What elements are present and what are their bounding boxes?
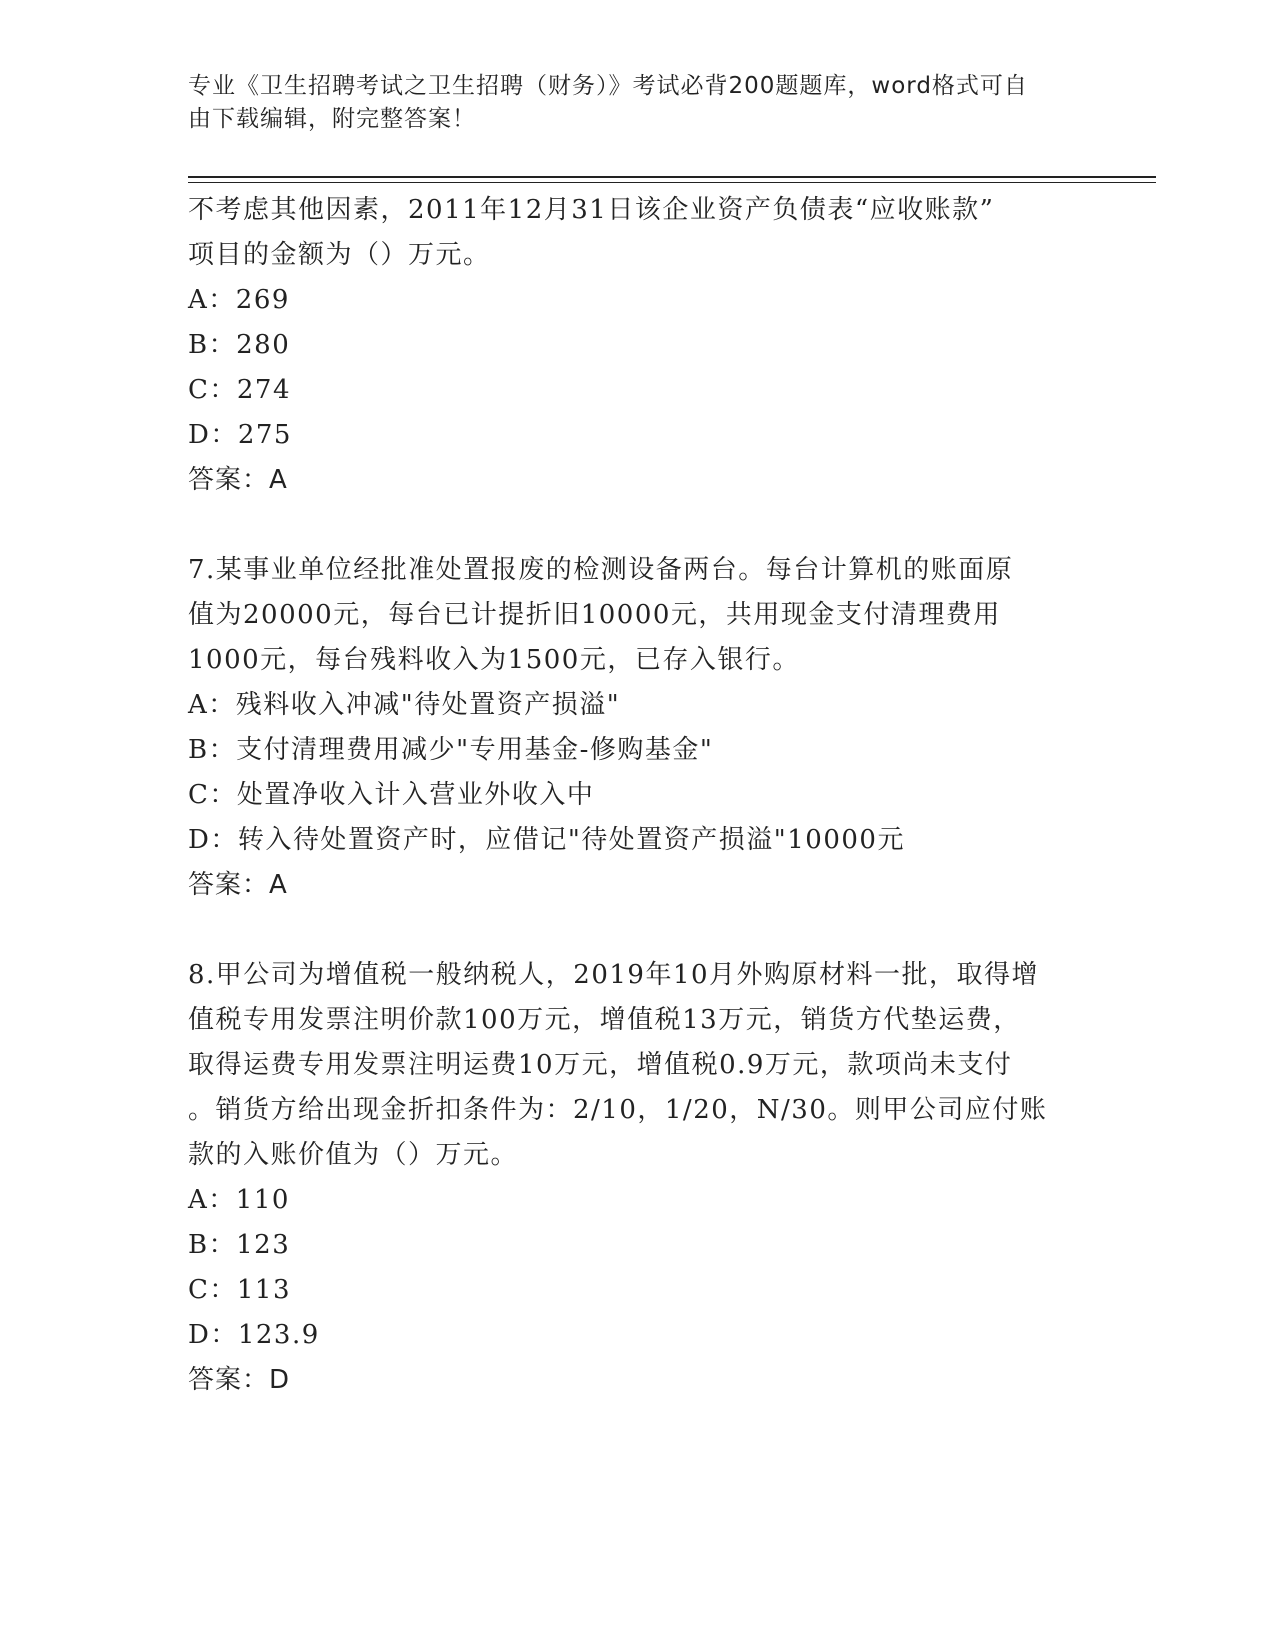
question-text-line: 7.某事业单位经批准处置报废的检测设备两台。每台计算机的账面原: [188, 555, 1014, 585]
header-line-1: 专业《卫生招聘考试之卫生招聘（财务）》考试必背200题题库，word格式可自: [188, 73, 1028, 99]
option-d: D：275: [188, 420, 292, 450]
option-c: C：113: [188, 1275, 292, 1305]
header-divider-thin: [188, 182, 1156, 183]
option-b: B：280: [188, 330, 291, 360]
question-text-line: 。销货方给出现金折扣条件为：2/10，1/20，N/30。则甲公司应付账: [188, 1095, 1048, 1125]
question-text-line: 值税专用发票注明价款100万元，增值税13万元，销货方代垫运费，: [188, 1005, 1021, 1035]
question-7: [188, 548, 1088, 908]
option-c: C：处置净收入计入营业外收入中: [188, 780, 595, 810]
answer-label: 答案：A: [188, 465, 288, 495]
option-c: C：274: [188, 375, 292, 405]
answer-label: 答案：D: [188, 1365, 291, 1395]
option-d: D：123.9: [188, 1320, 320, 1350]
header-line-2: 由下载编辑，附完整答案！: [188, 106, 476, 132]
document-header: [188, 70, 1068, 136]
question-text-line: 1000元，每台残料收入为1500元，已存入银行。: [188, 645, 800, 675]
option-b: B：支付清理费用减少"专用基金-修购基金": [188, 735, 714, 765]
question-6: [188, 188, 1088, 503]
option-d: D：转入待处置资产时，应借记"待处置资产损溢"10000元: [188, 825, 905, 855]
option-a: A：110: [188, 1185, 290, 1215]
question-text-line: 款的入账价值为（）万元。: [188, 1140, 519, 1170]
question-text-line: 值为20000元，每台已计提折旧10000元，共用现金支付清理费用: [188, 600, 1001, 630]
question-text-line: 取得运费专用发票注明运费10万元，增值税0.9万元，款项尚未支付: [188, 1050, 1013, 1080]
question-text-line: 不考虑其他因素，2011年12月31日该企业资产负债表“应收账款”: [188, 195, 995, 225]
option-b: B：123: [188, 1230, 291, 1260]
question-8: [188, 953, 1088, 1403]
question-list: [188, 188, 1088, 1403]
question-text-line: 项目的金额为（）万元。: [188, 240, 491, 270]
option-a: A：269: [188, 285, 290, 315]
answer-label: 答案：A: [188, 870, 288, 900]
option-a: A：残料收入冲减"待处置资产损溢": [188, 690, 621, 720]
header-divider-thick: [188, 176, 1156, 178]
question-text-line: 8.甲公司为增值税一般纳税人，2019年10月外购原材料一批，取得增: [188, 960, 1040, 990]
